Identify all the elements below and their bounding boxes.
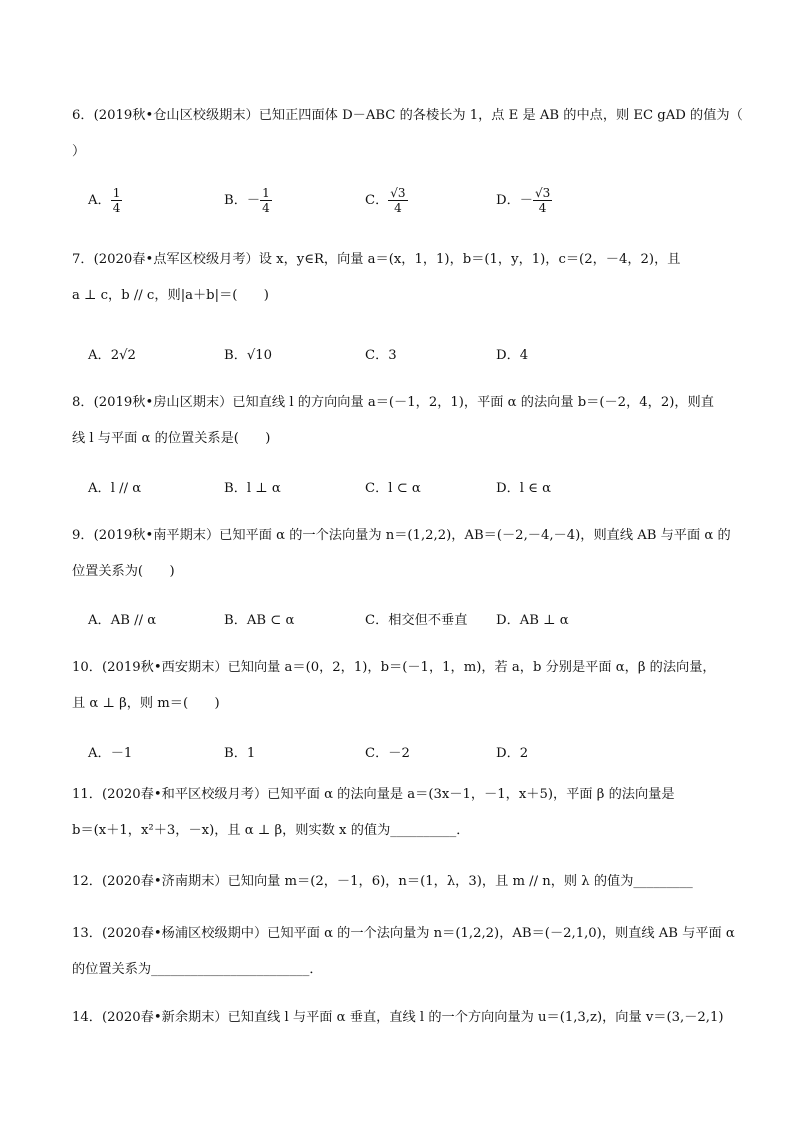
option-d: D．2	[496, 746, 529, 761]
question-13-line-2: 的位置关系为________________________．	[72, 962, 323, 977]
question-12	[72, 864, 728, 900]
question-10-line-2: 且 α ⊥ β，则 m＝( )	[72, 696, 220, 711]
question-8-line-1: 8．(2019秋•房山区期末）已知直线 l 的方向向量 a＝(－1，2，1)，平面 α 的法向量 b＝(－2，4，2)，则直	[72, 395, 714, 410]
question-11-line-2: b＝(x＋1，x²＋3，－x)，且 α ⊥ β，则实数 x 的值为__________．	[72, 823, 470, 838]
question-13-line-1: 13．(2020春•杨浦区校级期中）已知平面 α 的一个法向量为 n＝(1,2,2)，AB＝(－2,1,0)，则直线 AB 与平面 α	[72, 926, 735, 941]
option-d: D．l ∈ α	[496, 481, 552, 496]
question-6	[72, 98, 743, 170]
question-12-line-1: 12．(2020春•济南期末）已知向量 m＝(2，－1，6)，n＝(1，λ，3)，且 m // n，则 λ 的值为_________	[72, 874, 693, 889]
option-d: D．AB ⊥ α	[496, 613, 569, 628]
question-14	[72, 1000, 728, 1036]
option-a: A．2√2	[88, 348, 136, 363]
question-7-options	[88, 344, 728, 374]
option-b: B．－ $\frac{1}{4}$	[224, 186, 270, 215]
question-14-line-1: 14．(2020春•新余期末）已知直线 l 与平面 α 垂直，直线 l 的一个方向向量为 u＝(1,3,z)，向量 v＝(3,－2,1)	[72, 1010, 724, 1025]
question-8-options	[88, 477, 728, 507]
option-d: D．4	[496, 348, 529, 363]
option-b: B．1	[224, 746, 256, 761]
question-7-line-2: a ⊥ c，b // c，则|a＋b|＝( )	[72, 288, 269, 303]
question-6-line-1: 6．(2019秋•仓山区校级期末）已知正四面体 D－ABC 的各棱长为 1，点 E 是 AB 的中点，则 EC gAD 的值为（	[72, 108, 743, 123]
question-6-options	[88, 186, 728, 216]
question-11-line-1: 11．(2020春•和平区校级月考）已知平面 α 的法向量是 a＝(3x－1，－1，x＋5)，平面 β 的法向量是	[72, 787, 675, 802]
question-9-line-2: 位置关系为( )	[72, 564, 175, 579]
question-7	[72, 242, 728, 314]
question-11	[72, 777, 728, 849]
option-b: B．√10	[224, 348, 273, 363]
option-d: D．－ $\frac{√3}{4}$	[496, 186, 551, 215]
question-8	[72, 385, 728, 457]
question-9	[72, 518, 731, 590]
question-13	[72, 916, 735, 988]
question-9-line-1: 9．(2019秋•南平期末）已知平面 α 的一个法向量为 n＝(1,2,2)，AB＝(－2,－4,－4)，则直线 AB 与平面 α 的	[72, 528, 731, 543]
question-6-line-2: ）	[72, 144, 86, 159]
option-c: C． $\frac{√3}{4}$	[365, 186, 406, 215]
option-c: C．相交但不垂直	[365, 613, 468, 628]
question-10-line-1: 10．(2019秋•西安期末）已知向量 a＝(0，2，1)，b＝(－1，1，m)，若 a，b 分别是平面 α，β 的法向量，	[72, 660, 716, 675]
question-8-line-2: 线 l 与平面 α 的位置关系是( )	[72, 431, 271, 446]
question-7-line-1: 7．(2020春•点军区校级月考）设 x，y∈R，向量 a＝(x，1，1)，b＝(1，y，1)，c＝(2，－4，2)，且	[72, 252, 681, 267]
option-a: A． $\frac{1}{4}$	[88, 186, 121, 215]
option-a: A．AB // α	[88, 613, 157, 628]
option-b: B．AB ⊂ α	[224, 613, 295, 628]
question-10-options	[88, 742, 728, 772]
question-10	[72, 650, 728, 722]
option-c: C．3	[365, 348, 397, 363]
option-c: C．l ⊂ α	[365, 481, 421, 496]
question-9-options	[88, 609, 728, 639]
option-a: A．－1	[88, 746, 133, 761]
option-b: B．l ⊥ α	[224, 481, 281, 496]
option-c: C．－2	[365, 746, 410, 761]
option-a: A．l // α	[88, 481, 142, 496]
